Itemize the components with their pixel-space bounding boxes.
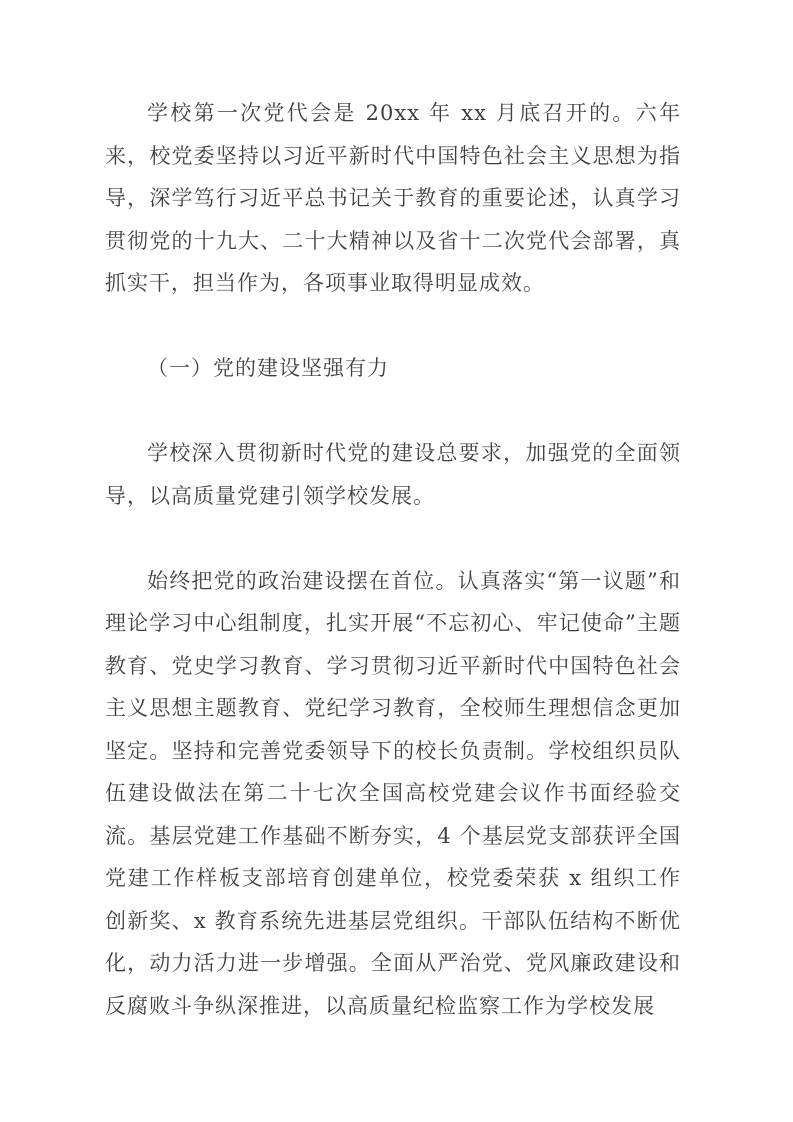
paragraph: 学校第一次党代会是 20xx 年 xx 月底召开的。六年来，校党委坚持以习近平新时代中国特色社会主义思想为指导，深学笃行习近平总书记关于教育的重要论述，认真学习贯彻党的十九大、二十大精神以及省十二次党代会部署，真抓实干，担当作为，各项事业取得明显成效。: [105, 101, 681, 295]
paragraph: 学校深入贯彻新时代党的建设总要求，加强党的全面领导，以高质量党建引领学校发展。: [105, 441, 681, 508]
section-heading: （一）党的建设坚强有力: [147, 356, 389, 380]
paragraph: 始终把党的政治建设摆在首位。认真落实“第一议题”和理论学习中心组制度，扎实开展“不忘初心、牢记使命”主题教育、党史学习教育、学习贯彻习近平新时代中国特色社会主义思想主题教育、党纪学习教育，全校师生理想信念更加坚定。坚持和完善党委领导下的校长负责制。学校组织员队伍建设做法在第二十七次全国高校党建会议作书面经验交流。基层党建工作基础不断夯实，4 个基层党支部获评全国党建工作样板支部培育创建单位，校党委荣获 x 组织工作创新奖、x 教育系统先进基层党组织。干部队伍结构不断优化，动力活力进一步增强。全面从严治党、党风廉政建设和反腐败斗争纵深推进，以高质量纪检监察工作为学校发展: [105, 568, 681, 1018]
